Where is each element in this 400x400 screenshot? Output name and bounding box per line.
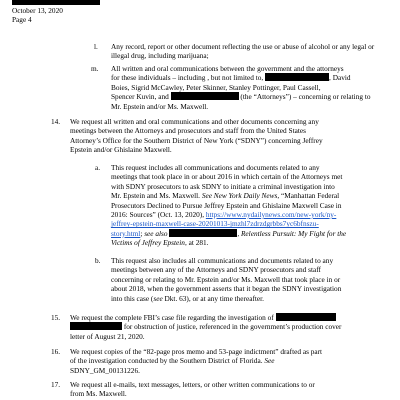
para-16-text-run: of the investigation conducted by the Southern District of Florida. — [70, 356, 263, 366]
item-m-line — [111, 92, 386, 101]
item-14b-line: concerning or relating to Mr. Epstein and/or Ms. Maxwell that took place in or — [111, 274, 341, 284]
para-14-line: We request all written and oral communications and other documents concerning any — [70, 117, 319, 126]
item-14a-text-run: See New York Daily News — [201, 191, 278, 201]
item-14a-line — [111, 210, 391, 219]
item-14b-text-run: see — [153, 293, 163, 303]
item-m-line: Mr. Epstein and/or Ms. Maxwell. — [111, 101, 209, 111]
redaction-bar — [171, 92, 239, 100]
header-date: October 13, 2020 — [12, 6, 63, 15]
item-m-text-run: for these individuals – including , but not limited to, — [111, 73, 264, 83]
header-page-number: Page 4 — [12, 15, 32, 24]
item-m-text-run: (the “Attorneys”) – concerning or relating to — [240, 92, 371, 102]
para-16-text-run: See — [264, 356, 275, 366]
item-m-line: Boies, Sigrid McCawley, Peter Skinner, Stanley Pottinger, Paul Cassell, — [111, 82, 321, 92]
para-15-text — [70, 313, 388, 341]
para-14-line: Attorney’s Office for the Southern District of New York (“SDNY”) concerning Jeffrey — [70, 135, 323, 145]
redaction-bar — [12, 0, 100, 5]
para-14-line: meetings between the Attorneys and prosecutors and staff from the United States — [70, 126, 306, 136]
para-15-line: letter of August 21, 2020. — [70, 331, 145, 341]
item-14a-line: with SDNY prosecutors to ask SDNY to initiate a criminal investigation into — [111, 181, 335, 191]
item-14b-text — [111, 256, 391, 303]
redaction-bar — [276, 313, 336, 321]
redaction-bar — [265, 73, 329, 81]
para-17-text — [70, 380, 388, 399]
item-14a-text-run: ; — [140, 228, 143, 238]
item-14b-text-run: into this case ( — [111, 293, 154, 303]
item-m-line: All written and oral communications between the government and the attorneys — [111, 64, 344, 73]
item-m-text-run: , David — [329, 73, 351, 83]
para-16-line: SDNY_GM_00131226. — [70, 365, 140, 375]
para-15-line — [70, 313, 388, 322]
para-17-line: We request all e-mails, text messages, letters, or other written communications to or — [70, 380, 315, 389]
item-14a-text-run: Victims of Jeffrey Epstein — [111, 238, 185, 248]
news-article-link[interactable]: jeffrey-epstein-maxwell-case-20201013-jmzhl7zdrzdgrbbs7yc6bfnszu- — [111, 219, 319, 229]
item-14b-label: b. — [95, 256, 101, 265]
redaction-bar — [169, 229, 237, 237]
item-14b-line: about 2018, when the government asserts that it began the SDNY investigation — [111, 284, 342, 294]
item-14a-text — [111, 163, 391, 248]
para-16-line — [70, 356, 388, 365]
item-14a-line: Prosecutors Declined to Pursue Jeffrey Epstein and Ghislaine Maxwell Case in — [111, 200, 342, 210]
para-16-line: We request copies of the “82-page pros memo and 53-page indictment” drafted as part — [70, 347, 323, 356]
item-14a-line: This request includes all communications and documents related to any — [111, 163, 320, 172]
redaction-bar — [70, 322, 122, 330]
item-14b-line: This request also includes all communications and documents related to any — [111, 256, 334, 265]
para-16-text — [70, 347, 388, 375]
para-14-text — [70, 117, 388, 155]
item-m-line — [111, 73, 386, 82]
para-15-number: 15. — [51, 313, 61, 322]
para-17-number: 17. — [51, 380, 61, 389]
item-14a-text-run: , at 281. — [184, 238, 209, 248]
item-l-label: l. — [94, 42, 98, 51]
item-m-text — [111, 64, 386, 111]
item-l-text: Any record, report or other document reflecting the use or abuse of alcohol or any legal or illegal drug, including marijuana; — [111, 42, 375, 61]
item-14a-text-run: , “Manhattan Federal — [277, 191, 340, 201]
news-article-link[interactable]: story.html — [111, 228, 141, 238]
para-15-line — [70, 322, 388, 331]
para-15-text-run: We request the complete FBI’s case file regarding the investigation of — [70, 313, 274, 322]
page-header — [12, 0, 100, 24]
item-14a-line — [111, 229, 391, 238]
item-14b-line — [111, 294, 391, 303]
item-14a-line — [111, 191, 391, 200]
item-14a-text-run: 2016: Sources” (Oct. 13, 2020), — [111, 210, 205, 220]
item-14a-line — [111, 219, 391, 228]
item-14a-label: a. — [95, 163, 101, 172]
para-15-text-run: for obstruction of justice, referenced in the government’s production cover — [123, 322, 342, 332]
item-14a-line: meetings that took place in or about 2016 in which certain of the Attorneys met — [111, 172, 343, 182]
item-14b-line: meetings between any of the Attorneys and SDNY prosecutors and staff — [111, 265, 321, 275]
item-14a-text-run: , Relentless Pursuit: My Fight for the — [237, 228, 347, 238]
item-14a-line — [111, 238, 391, 247]
item-14a-text-run: Mr. Epstein and Ms. Maxwell. — [111, 191, 200, 201]
para-17-line: from Ms. Maxwell. — [70, 389, 127, 399]
item-m-text-run: Spencer Kuvin, and — [111, 92, 169, 102]
item-m-label: m. — [91, 64, 99, 73]
para-16-number: 16. — [51, 347, 61, 356]
news-article-link[interactable]: https://www.nydailynews.com/new-york/ny- — [205, 210, 337, 220]
item-14b-text-run: Dkt. 63), or at any time thereafter. — [162, 293, 264, 303]
para-14-number: 14. — [51, 117, 61, 126]
para-14-line: Epstein and/or Ghislaine Maxwell. — [70, 145, 172, 155]
item-14a-text-run: see also — [144, 228, 168, 238]
